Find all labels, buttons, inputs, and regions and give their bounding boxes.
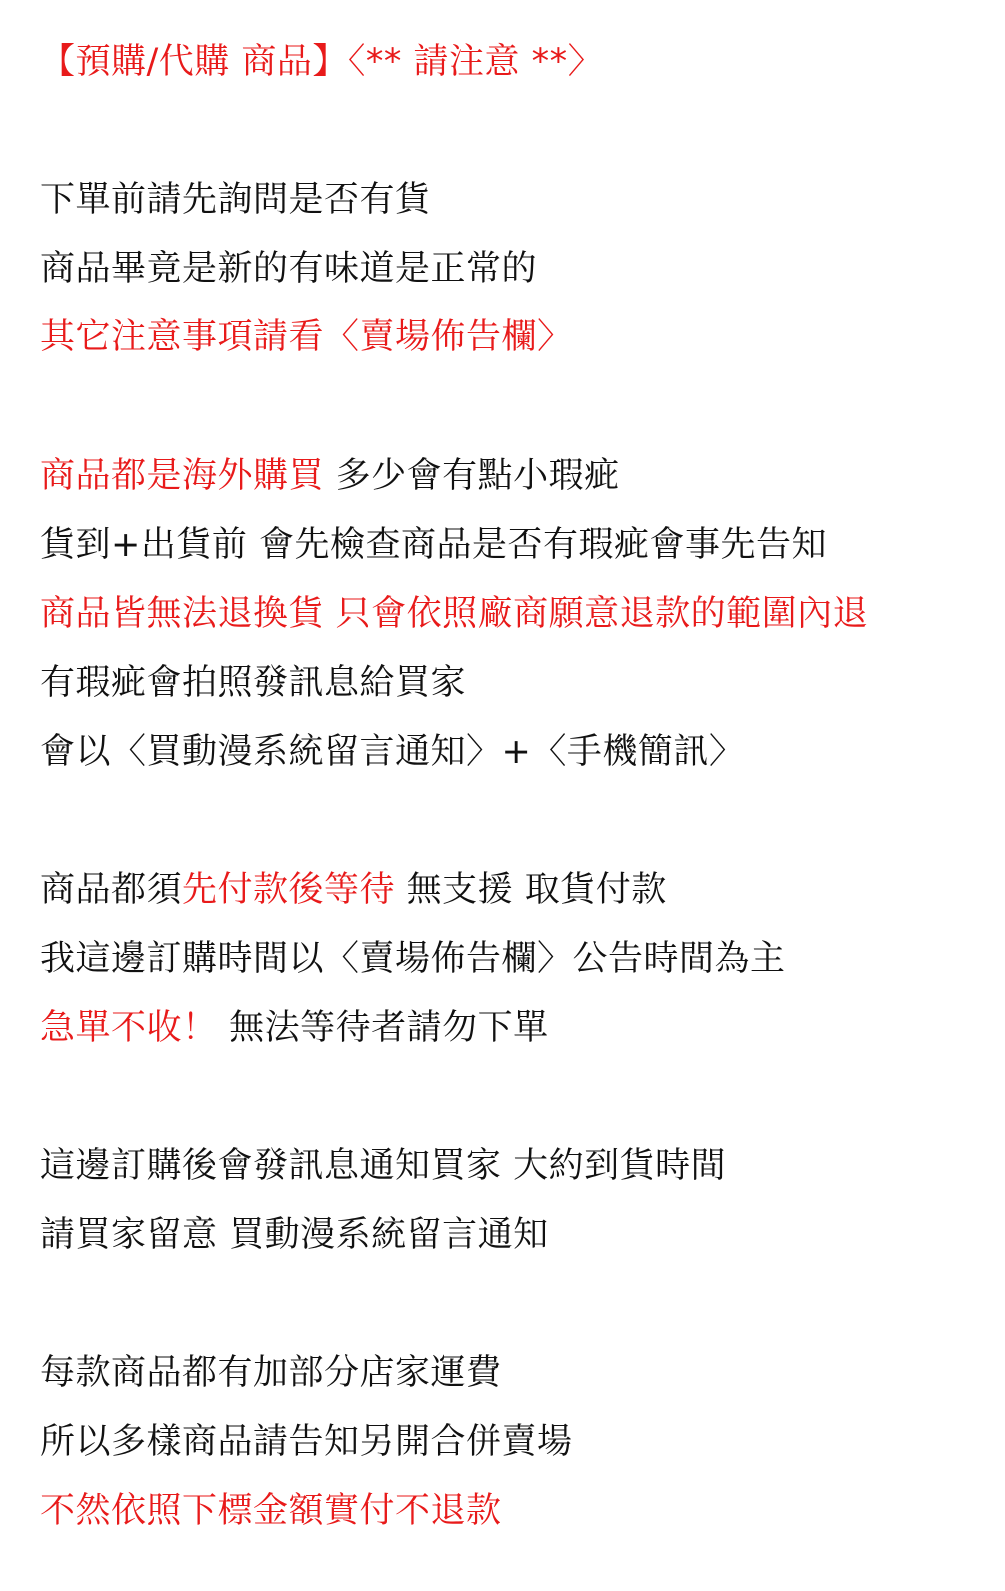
notice-line-no-return — [40, 590, 868, 638]
notice-line-arrival-notice — [40, 1142, 726, 1190]
line-text: 我這邊訂購時間以〈賣場佈告欄〉公告時間為主 — [40, 939, 786, 979]
line-text: 請買家留意 買動漫系統留言通知 — [40, 1215, 549, 1255]
notice-line-photo — [40, 659, 466, 707]
line-text: 有瑕疵會拍照發訊息給買家 — [40, 663, 467, 703]
line-text: 多少會有點小瑕疵 — [324, 456, 620, 496]
line-text: 下單前請先詢問是否有貨 — [40, 180, 431, 220]
line-text-highlight: 急單不收！ — [40, 1008, 218, 1048]
line-text: 商品畢竟是新的有味道是正常的 — [40, 249, 538, 289]
notice-line-prepay — [40, 866, 667, 914]
notice-line-inquire-stock — [40, 176, 431, 224]
line-text: 不然依照下標金額實付不退款 — [40, 1491, 502, 1531]
line-text: 貨到+出貨前 會先檢查商品是否有瑕疵會事先告知 — [40, 525, 827, 565]
line-text: 這邊訂購後會發訊息通知買家 大約到貨時間 — [40, 1146, 727, 1186]
notice-line-bulletin — [40, 313, 573, 361]
line-text: 商品皆無法退換貨 只會依照廠商願意退款的範圍內退 — [40, 594, 869, 634]
notice-line-inspect — [40, 521, 827, 569]
line-text-highlight: 先付款後等待 — [182, 870, 396, 910]
line-text: 無法等待者請勿下單 — [217, 1008, 549, 1048]
notice-line-overseas — [40, 452, 620, 500]
notice-line-order-time — [40, 935, 786, 983]
notice-line-no-refund — [40, 1487, 502, 1535]
line-text: 每款商品都有加部分店家運費 — [40, 1353, 502, 1393]
notice-line-notify-method — [40, 728, 744, 776]
notice-line-shipping-fee — [40, 1349, 502, 1397]
line-text: 商品都須 — [40, 870, 183, 910]
line-text: 所以多樣商品請告知另開合併賣場 — [40, 1422, 573, 1462]
notice-line-combine-listing — [40, 1418, 573, 1466]
notice-title — [40, 38, 603, 86]
notice-line-watch-messages — [40, 1211, 549, 1259]
notice-line-new-smell — [40, 245, 537, 293]
line-text: 其它注意事項請看〈賣場佈告欄〉 — [40, 317, 573, 357]
line-text-highlight: 商品都是海外購買 — [40, 456, 325, 496]
line-text: 無支援 取貨付款 — [395, 870, 667, 910]
title-text: 【預購/代購 商品】〈** 請注意 **〉 — [40, 42, 604, 82]
line-text: 會以〈買動漫系統留言通知〉+〈手機簡訊〉 — [40, 732, 745, 772]
notice-line-no-rush — [40, 1004, 549, 1052]
